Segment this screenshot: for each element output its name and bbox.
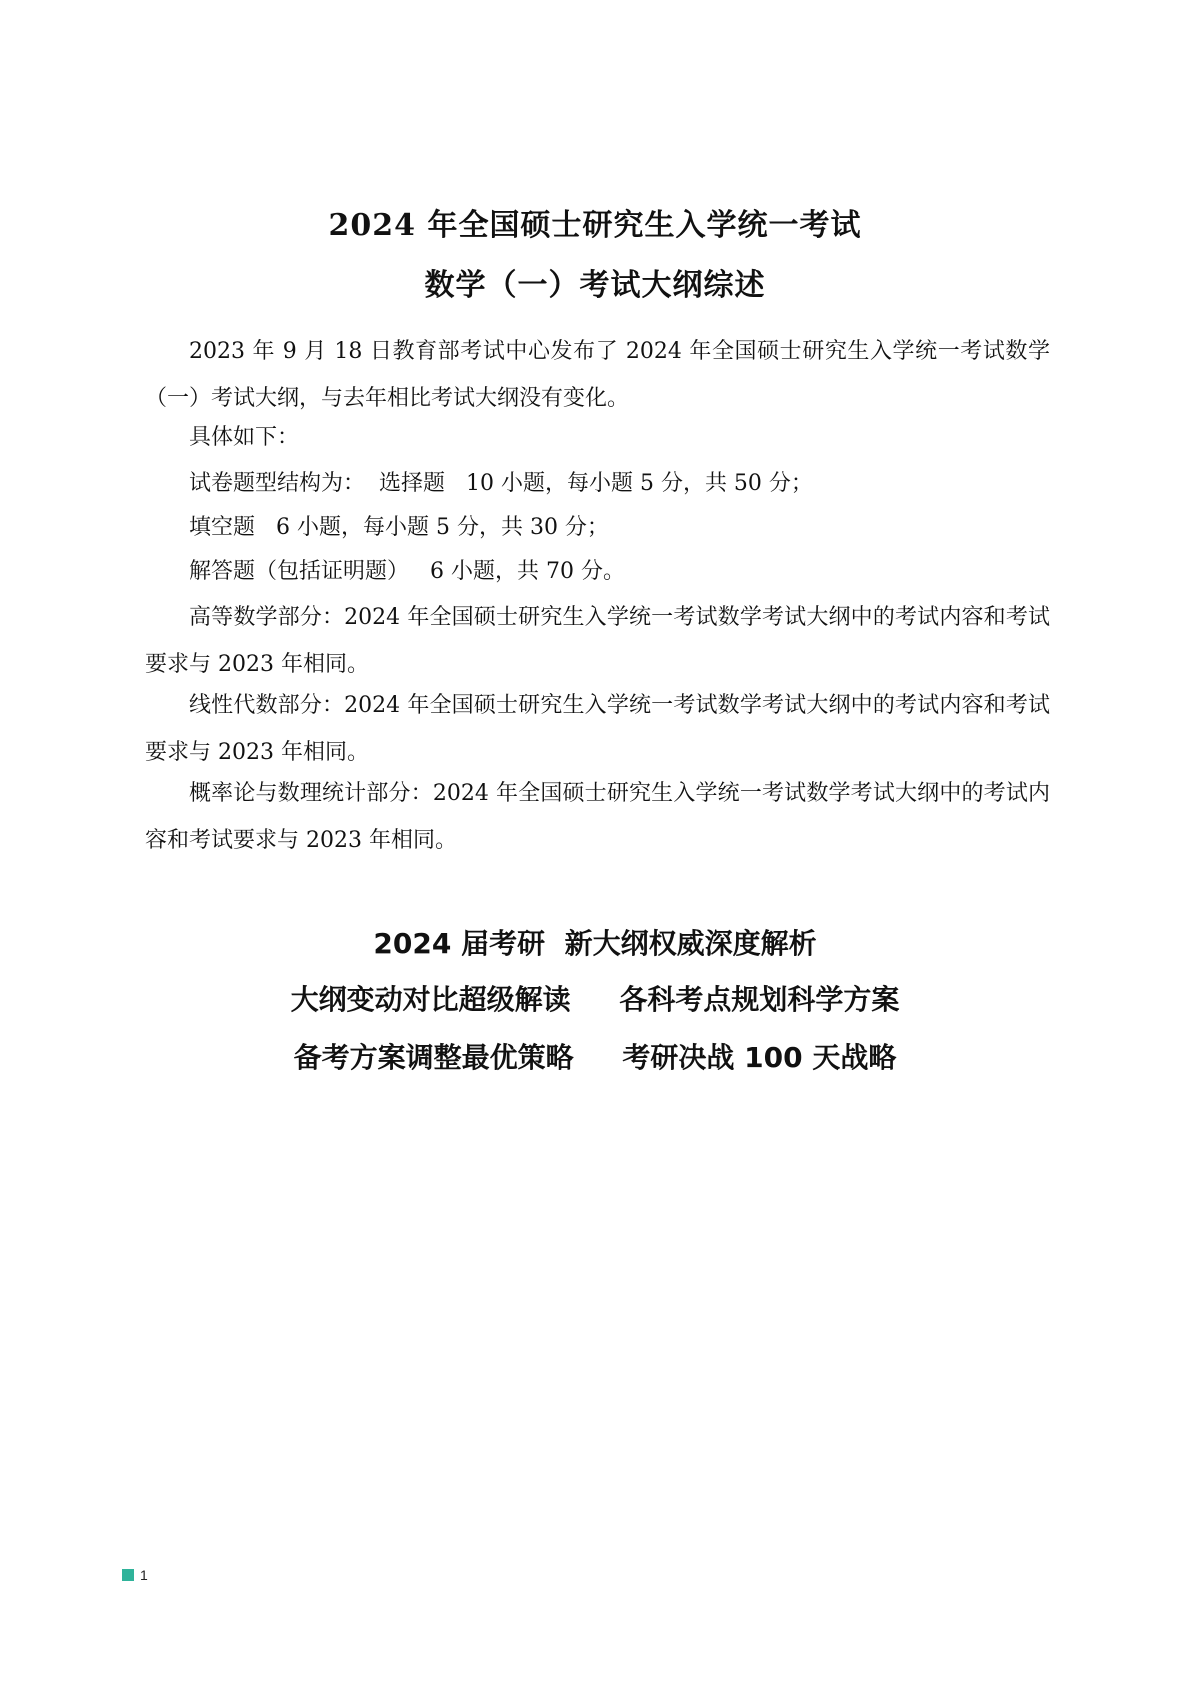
promo-heading: 2024 届考研 新大纲权威深度解析 — [373, 927, 817, 960]
document-subtitle: 数学（一）考试大纲综述 — [424, 268, 766, 303]
probability-paragraph: 概率论与数理统计部分：2024 年全国硕士研究生入学统一考试数学考试大纲中的考试内容和考试要求与 2023 年相同。 — [145, 781, 1050, 853]
structure-answer: 解答题（包括证明题） 6 小题，共 70 分。 — [189, 559, 625, 584]
intro-paragraph: 2023 年 9 月 18 日教育部考试中心发布了 2024 年全国硕士研究生入学统一考试数学（一）考试大纲，与去年相比考试大纲没有变化。 — [145, 339, 1050, 411]
promo-line-2: 备考方案调整最优策略 考研决战 100 天战略 — [293, 1041, 897, 1074]
page-marker-icon — [122, 1569, 134, 1581]
page-footer — [122, 1567, 148, 1583]
document-title: 2024 年全国硕士研究生入学统一考试 — [328, 208, 862, 243]
page-number: 1 — [140, 1567, 148, 1583]
promo-line-1: 大纲变动对比超级解读 各科考点规划科学方案 — [290, 983, 900, 1016]
structure-fill: 填空题 6 小题，每小题 5 分，共 30 分； — [189, 515, 609, 540]
calculus-paragraph: 高等数学部分：2024 年全国硕士研究生入学统一考试数学考试大纲中的考试内容和考试要求与 2023 年相同。 — [145, 605, 1050, 677]
detail-intro: 具体如下： — [189, 425, 300, 450]
linear-algebra-paragraph: 线性代数部分：2024 年全国硕士研究生入学统一考试数学考试大纲中的考试内容和考试要求与 2023 年相同。 — [145, 693, 1050, 765]
structure-choice: 试卷题型结构为： 选择题 10 小题，每小题 5 分，共 50 分； — [189, 471, 813, 496]
